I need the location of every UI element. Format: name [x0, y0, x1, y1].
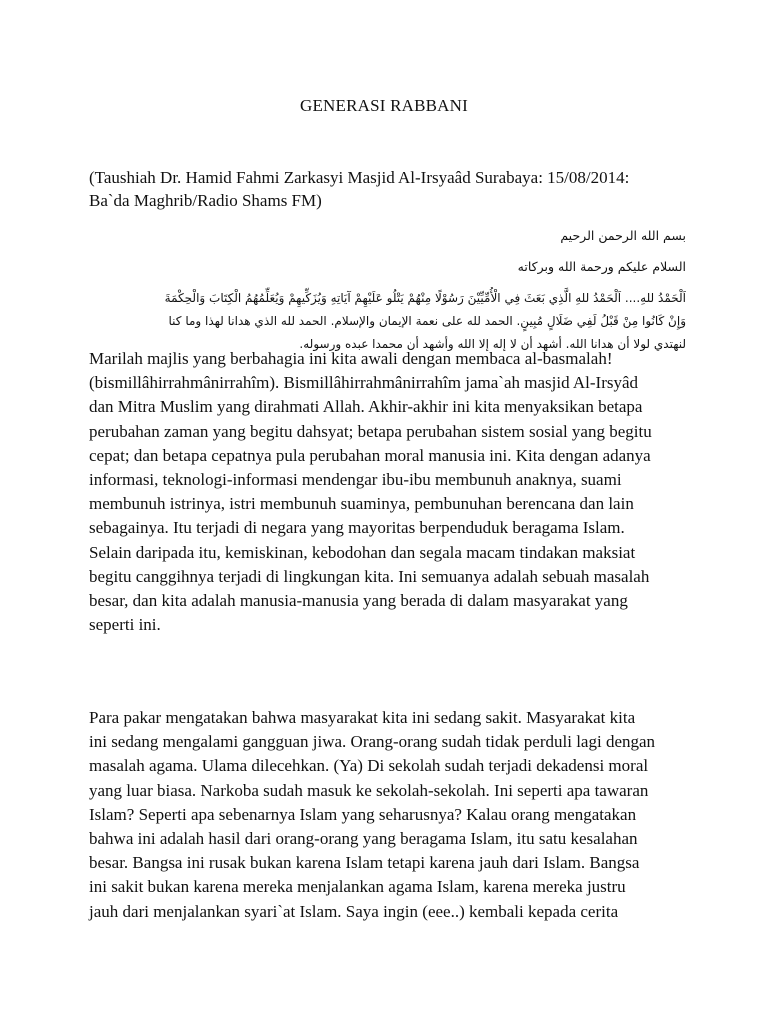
- subtitle-line: (Taushiah Dr. Hamid Fahmi Zarkasyi Masjid Al-Irsyaâd Surabaya: 15/08/2014:: [89, 168, 630, 187]
- paragraph-line: seperti ini.: [89, 615, 161, 635]
- paragraph-line: besar, dan kita adalah manusia-manusia yang berada di dalam masyarakat yang: [89, 591, 628, 611]
- arabic-line: وَإِنْ كَانُوا مِنْ قَبْلُ لَفِي ضَلَالٍ مُبِينٍ. الحمد لله على نعمة الإيمان والإسلام. الحمد لله الذي هدانا لهذا وما كنا: [168, 314, 686, 328]
- paragraph-line: jauh dari menjalankan syari`at Islam. Saya ingin (eee..) kembali kepada cerita: [89, 901, 619, 921]
- paragraph-line: perubahan zaman yang begitu dahsyat; betapa perubahan sistem sosial yang begitu: [89, 421, 652, 441]
- paragraph-line: Islam? Seperti apa sebenarnya Islam yang seharusnya? Kalau orang mengatakan: [89, 804, 637, 824]
- paragraph-line: informasi, teknologi-informasi mendengar ibu-ibu membunuh anaknya, suami: [89, 470, 622, 490]
- paragraph-line: bahwa ini adalah hasil dari orang-orang yang beragama Islam, itu satu kesalahan: [89, 829, 638, 849]
- paragraph-line: besar. Bangsa ini rusak bukan karena Islam tetapi karena jauh dari Islam. Bangsa: [89, 853, 640, 873]
- paragraph-line: sebagainya. Itu terjadi di negara yang mayoritas berpenduduk beragama Islam.: [89, 518, 625, 538]
- arabic-opening-block: [76, 287, 686, 356]
- paragraph-line: ini sedang mengalami gangguan jiwa. Orang-orang sudah tidak perduli lagi dengan: [89, 732, 656, 752]
- paragraph-2: [89, 706, 749, 924]
- paragraph-line: (bismillâhirrahmânirrahîm). Bismillâhirrahmânirrahîm jama`ah masjid Al-Irsyâd: [89, 373, 639, 393]
- paragraph-line: masalah agama. Ulama dilecehkan. (Ya) Di sekolah sudah terjadi dekadensi moral: [89, 756, 649, 776]
- paragraph-line: membunuh istrinya, istri membunuh suaminya, pembunuhan berencana dan lain: [89, 494, 634, 514]
- paragraph-1: [89, 347, 749, 637]
- paragraph-line: yang luar biasa. Narkoba sudah masuk ke sekolah-sekolah. Ini seperti apa tawaran: [89, 780, 649, 800]
- document-subtitle: [89, 166, 749, 212]
- arabic-line: اَلْحَمْدُ للهِ.... اَلْحَمْدُ للهِ الَّذِي بَعَثَ فِي الْأُمِّيِّيْنَ رَسُوْلًا مِنْهُمْ يَتْلُو عَلَيْهِمْ آيَاتِهِ وَيُزَكِّيهِمْ وَيُعَلِّمُهُمُ الْكِتَابَ وَالْحِكْمَةَ: [164, 291, 686, 305]
- paragraph-line: begitu canggihnya terjadi di lingkungan kita. Ini semuanya adalah sebuah masalah: [89, 566, 650, 586]
- paragraph-line: Marilah majlis yang berbahagia ini kita awali dengan membaca al-basmalah!: [89, 349, 613, 368]
- subtitle-line: Ba`da Maghrib/Radio Shams FM): [89, 191, 322, 210]
- document-title: GENERASI RABBANI: [299, 96, 468, 115]
- paragraph-line: Para pakar mengatakan bahwa masyarakat kita ini sedang sakit. Masyarakat kita: [89, 708, 636, 727]
- paragraph-line: cepat; dan betapa cepatnya pula perubahan moral manusia ini. Kita dengan adanya: [89, 445, 651, 465]
- arabic-line: لنهتدي لولا أن هدانا الله. أشهد أن لا إله إلا الله وأشهد أن محمدا عبده ورسوله.: [299, 337, 686, 351]
- paragraph-line: Selain daripada itu, kemiskinan, kebodohan dan segala macam tindakan maksiat: [89, 542, 636, 562]
- basmalah-text: بسم الله الرحمن الرحيم: [560, 228, 686, 243]
- paragraph-line: ini sakit bukan karena mereka menjalankan agama Islam, karena mereka justru: [89, 877, 626, 897]
- paragraph-line: dan Mitra Muslim yang dirahmati Allah. Akhir-akhir ini kita menyaksikan betapa: [89, 397, 643, 417]
- salam-text: السلام عليكم ورحمة الله وبركاته: [517, 259, 686, 274]
